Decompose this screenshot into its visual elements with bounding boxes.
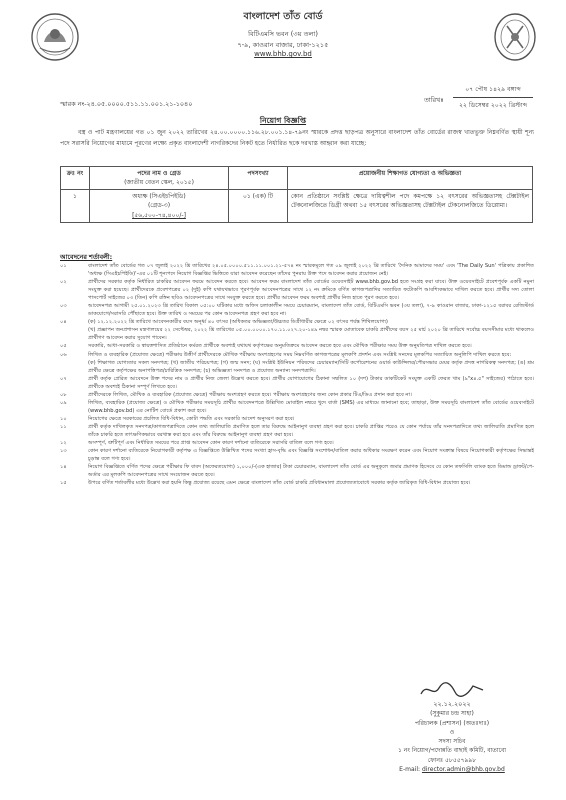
cell-serial: ১ [61,190,90,223]
date-label: তারিখঃ [424,96,444,104]
signatory-role: সদস্য সচিব [438,738,466,746]
condition-number: ০৩ [60,303,67,310]
condition-item [60,415,534,423]
condition-text: কোন কারণ দর্শানো ব্যতিরেকে নিয়োগকারী কর্তৃপক্ষ এ বিজ্ঞপ্তিতে উল্লিখিত পদের সংখ্যা হ্রাস-বৃদ্ধি এবং বিজ্ঞপ্তি সংশোধন/বাতিল করার অধিকার সংরক্ষণ করেন এবং নিয়োগ সংক্রান্ত বিষয়ে নিয়োগকারী কর্তৃপক্ষের সিদ্ধান্তই চূড়ান্ত বলে গণ্য হবে। [88,448,534,463]
condition-text: সরকারি, আধা-সরকারি ও স্বায়ত্তশাসিত প্রতিষ্ঠানে কর্মরত প্রার্থীকে অবশ্যই যথাযথ কর্তৃপক্ষের অনুমতিক্রমে আবেদন করতে হবে এবং মৌখিক পরীক্ষার সময় উক্ত অনুমতিপত্র দাখিল করতে হবে। [88,343,472,350]
cell-qualification: কোন প্রতিষ্ঠানে সংশ্লিষ্ট ক্ষেত্রে দায়িত্বশীল পদে কমপক্ষে ১২ বৎসরের অভিজ্ঞতাসহ টেক্সটাইল টেকনোলজিতে ডিগ্রী অথবা ১৫ বৎসরের অভিজ্ঞতাসহ টেক্সটাইল টেকনোলজিতে ডিপ্লোমা। [288,190,533,223]
conditions-list [60,262,534,487]
condition-item [60,399,534,415]
col-post-name [90,167,229,190]
condition-text: (ক) ১২.১২.২০২২ খ্রি তারিখে আবেদনকারীর বয়স অনূর্ধ্ব ৪০ বৎসর (অধিকতর অভিজ্ঞতা/উচ্চতর ডিগ্রীধারীর ক্ষেত্রে ০২ বৎসর পর্যন্ত শিথিলযোগ্য) [88,319,388,326]
col-serial: ক্রঃ নং [61,167,90,190]
condition-item [60,375,534,391]
conditions-title: আবেদনের শর্তাবলী: [60,253,113,261]
condition-item [60,351,534,359]
condition-text: লিখিত, ব্যবহারিক (প্রযোজ্য ক্ষেত্রে) ও মৌখিক পরীক্ষার সময়সূচি প্রার্থীর আবেদনপত্রে উল্লিখিত মোবাইল নম্বরে খুদে বার্তা (SMS) এর মাধ্যমে জানানো হবে; তাছাড়া, উক্ত সময়সূচি বাংলাদেশ তাঁত বোর্ডের ওয়েবসাইটে (www.bhb.gov.bd) এর নোটিশ বোর্ডে প্রকাশ করা হবে। [88,399,534,414]
condition-number: ০৯ [60,399,67,406]
address-line-building: বিটিএমসি ভবন (৩য় তলা) [248,30,318,38]
signatory-name: (সুকুমার চন্দ্র সাহা) [430,710,474,718]
table-header-row [61,167,533,190]
condition-text: প্রার্থীদের সরকার কর্তৃক নির্ধারিত চাকরির আবেদন ফরমে আবেদন করতে হবে। আবেদন ফরম বাংলাদেশ তাঁত বোর্ডের ওয়েবসাইট www.bhb.gov.bd হতে সংগ্রহ করা যাবে। উক্ত ওয়েবসাইটে প্রবেশপূর্বক একটি নমুনা সংযুক্ত করা হয়েছে। প্রার্থীদেরকে প্রবেশপত্রের ০২ (দুই) কপি যথাযথভাবে পূরণপূর্বক আবেদনপত্রের সাথে ১২ নং ক্রমিকে বর্ণিত কাগজপত্রাদির সত্যায়িত ফটোকপি আবশ্যিকভাবে দাখিল করতে হবে। প্রার্থীর সদ্য তোলা পাসপোর্ট সাইজের ০৩ (তিন) কপি রঙ্গিন ছবিও আবেদনপত্রের সাথে সংযুক্ত করতে হবে। প্রার্থীর আবেদন ফরম অবশ্যই প্রার্থীর নিজ হাতে পূরণ করতে হবে। [88,279,534,302]
condition-item [60,423,534,439]
cell-count: ০১ (এক) টি [229,190,288,223]
condition-number: ০৭ [60,375,67,382]
cell-scale: [৫৬,৫০০-৭৪,৪০০/-] [132,211,186,219]
email-link[interactable]: director.admin@bhb.gov.bd [421,766,505,774]
signatory-title: পরিচালক (প্রশাসন) (অতঃদাঃ) [414,719,490,727]
condition-number: ০৬ [60,351,67,358]
condition-item [60,262,534,278]
table-row [61,190,533,223]
condition-text: প্রার্থীদেরকে লিখিত, মৌখিক ও ব্যবহারিক (প্রযোজ্য ক্ষেত্রে) পরীক্ষায় অংশগ্রহণ করতে হবে। পরীক্ষায় অংশগ্রহণের জন্য কোন প্রকার টিএ/ডিএ প্রদান করা হবে না। [88,391,412,398]
condition-text: প্রার্থী কর্তৃক দাখিলকৃত সনদপত্র/কাগজপত্রাদিতে কোন তথ্য জালিয়াতি প্রমাণিত হলে তার বিরুদ্ধে আইনানুগ ব্যবস্থা গ্রহণ করা হবে। চাকরি প্রাপ্তির পরেও যে কোন পর্যায়ে তাঁর সনদপত্রাদিতে তথ্য জালিয়াতি প্রমাণিত হলে তাঁকে চাকরি হতে তাৎক্ষণিকভাবে বরখাস্ত করা হবে এবং তাঁর বিরুদ্ধে আইনানুগ ব্যবস্থা গ্রহণ করা হবে। [88,423,534,438]
condition-text: নিয়োগ বিজ্ঞপ্তিতে বর্ণিত পদের ক্ষেত্রে পরীক্ষার ফি বাবদ (অফেরতযোগ্য) ১,০০০/-(এক হাজার) টাকা চেয়ারম্যান, বাংলাদেশ তাঁত বোর্ড এর অনুকূলে জমার প্রমাণক হিসেবে যে কোন তফসিলি ব্যাংক হতে ডিমান্ড ড্রাফট/পে-অর্ডার এর মূলকপি আবেদনপত্রের সাথে সংযোজন করতে হবে। [88,464,534,479]
condition-text: উপরে বর্ণিত শর্তাবলীর মধ্যে উল্লেখ করা হয়নি কিন্তু প্রযোজ্য রয়েছে এমন ক্ষেত্রে বাংলাদেশ তাঁত বোর্ড চাকরি প্রবিধানমালা প্রযোজ্যতাবোধে সরকার কর্তৃক জারিকৃত বিধি-বিধান প্রযোজ্য হবে। [88,480,471,487]
condition-item [60,318,534,326]
post-table [60,166,533,223]
condition-text: (ক) শিক্ষাগত যোগ্যতার সকল সনদপত্র; (খ) জাতীয় পরিচয়পত্র; (গ) জন্ম সনদ; (ঘ) সংশ্লিষ্ট ইউনিয়ন পরিষদের চেয়ারম্যান/সিটি কর্পোরেশনের ওয়ার্ড কাউন্সিলর/পৌরসভার মেয়র কর্তৃক প্রদত্ত নাগরিকত্ব সনদপত্র; (ঙ) শ্রম প্রার্থীর ক্ষেত্রে কর্তৃপক্ষের অনাপত্তিপত্র/চারিত্রিক সনদপত্র; (চ) অভিজ্ঞতা সনদপত্র ও প্রযোজ্য অন্যান্য সনদপত্রাদি। [88,359,534,374]
col-qualification: প্রয়োজনীয় শিক্ষাগত যোগ্যতা ও অভিজ্ঞতা [288,167,533,190]
condition-number: ১৩ [60,448,67,455]
intro-paragraph: বস্ত্র ও পাট মন্ত্রণালয়ের গত ০১ জুন ২০২২ তারিখের ২৪.০০.০০০০.১১৬.২৮.০০১.১৪-৭৯নং স্মারকে প্রদত্ত ছাড়পত্র অনুসারে বাংলাদেশ তাঁত বোর্ডের রাজস্ব খাতভুক্ত নিম্নবর্ণিত স্থায়ী শূন্য পদে সরাসরি নিয়োগের মাধ্যমে পূরণের লক্ষ্যে প্রকৃত বাংলাদেশী নাগরিকদের নিকট হতে নির্ধারিত ছকে দরখাস্ত আহ্বান করা যাচ্ছে: [60,129,534,147]
date-bangla: ০৭ পৌষ ১৪২৯ বঙ্গাব্দ [453,84,533,98]
condition-item [60,302,534,318]
condition-text: অসম্পূর্ণ, ত্রুটিপূর্ণ এবং নির্ধারিত সময়ের পরে প্রাপ্ত আবেদন কোন কারণ দর্শানো ব্যতিরেকে সরাসরি বাতিল বলে গণ্য হবে। [88,440,334,447]
condition-number: ০৪ [60,319,67,326]
signatory-committee: ১ নং নিয়োগ/পদোন্নতি বাছাই কমিটি, বাতাবো [397,747,507,755]
condition-item [60,278,534,302]
signatory-email [367,765,537,774]
signatory-and: ও [449,728,455,736]
condition-item [60,391,534,399]
condition-number: ১২ [60,440,67,447]
cell-post-name: অধ্যক্ষ (সিএইচপিইডি) [132,193,186,200]
condition-number: ০৫ [60,343,67,350]
condition-number: ০১ [60,263,67,269]
condition-text: প্রার্থী কর্তৃক প্রেরিত আবেদনে উক্ত পদের নাম ও প্রার্থীর নিজ জেলা উল্লেখ করতে হবে। প্রার্থীর যোগাযোগের ঠিকানা সম্বলিত ১০ (দশ) টাকার ডাকটিকেট সংযুক্ত একটি ফেরত খাম (৯"x৪.৫" সাইজের) পাঠাতে হবে। প্রার্থীকে অবশ্যই ঠিকানা সম্পূর্ণ লিখতে হবে। [88,375,534,390]
signature-block [367,680,537,774]
address-line-street: ৭-৯, কাওরান বাজার, ঢাকা-১২১৫ [237,41,329,49]
condition-item [60,463,534,479]
col-post-name-label: পদের নাম ও গ্রেড [137,170,181,177]
website-link[interactable]: www.bhb.gov.bd [254,50,312,58]
condition-number: ০৮ [60,391,67,398]
email-label: E-mail: [399,766,421,774]
condition-item [60,359,534,375]
organization-title: বাংলাদেশ তাঁত বোর্ড [243,11,323,22]
condition-item [60,447,534,463]
condition-number: ১৪ [60,464,67,471]
condition-item [60,342,534,350]
condition-number: ১৫ [60,480,67,487]
condition-number: ১১ [60,423,67,430]
cell-post [90,190,229,223]
condition-text: নিয়োগের ক্ষেত্রে সরকারের প্রচলিত বিধি-বিধান, কোটা পদ্ধতি এবং সরকারি আদেশ অনুসরণ করা হবে। [88,415,295,422]
signature-date: ২২.১২.২০২২ [433,700,471,708]
memo-number: স্মারক নং-২৪.০৫.০০০০.৫১১.১১.০০১.২১-১০৪০ [60,100,193,108]
col-pay-scale-label: (জাতীয় বেতন স্কেল, ২০১৫) [124,179,194,186]
handwritten-signature-icon [417,680,487,700]
condition-text: বাংলাদেশ তাঁত বোর্ডের গত ০৭ জুলাই ২০২২ খ্রি তারিখের ২৪.০৫.০০০০.৫১১.১১.০০১.২১-৫৭৪ নং স্মারকমূলে গত ০৯ জুলাই ২০২২ খ্রি তারিখে 'দৈনিক আমাদের সময়' এবং 'The Daily Sun' পত্রিকায় প্রকাশিত 'অধ্যক্ষ (সিএইচপিইডি)'-এর ০১টি শূন্যপদে নিয়োগ বিজ্ঞপ্তির ভিত্তিতে যারা আবেদন করেছেন তাঁদের পুনরায় উক্ত পদে আবেদন করার প্রয়োজন নেই। [88,263,534,278]
cell-grade: (গ্রেড-৩) [147,202,171,210]
notice-title: নিয়োগ বিজ্ঞপ্তি [259,116,307,125]
condition-item [60,439,534,447]
signatory-phone: ফোনঃ ৫৮৫৫৭৯৯৮ [427,756,477,764]
condition-item [60,326,534,342]
date-block [453,84,533,111]
condition-number: ১০ [60,415,67,422]
condition-text: আবেদনপত্র আগামী ২৫.০১.২০২৩ খ্রি তারিখ বিকাল ০৫:০০ ঘটিকার মধ্যে অফিস চলাকালীন সময়ে চেয়ারম্যান, বাংলাদেশ তাঁত বোর্ড, বিটিএমসি ভবন (৩য় তলা), ৭-৯ কাওরান বাজার, ঢাকা-১২১৫ বরাবর রেজিস্টার্ড ডাকযোগে/সরাসরি পৌঁছাতে হবে। উক্ত তারিখ ও সময়ের পর কোন আবেদনপত্র গ্রহণ করা হবে না। [88,303,534,318]
col-post-count: পদসংখ্যা [229,167,288,190]
condition-number: ০২ [60,279,67,286]
date-gregorian: ২২ ডিসেম্বর ২০২২ খ্রিস্টাব্দ [458,102,528,109]
condition-text: (খ) প্রজ্ঞাপন জনপ্রশাসন মন্ত্রণালয়ের ২২ সেপ্টেম্বর, ২০২২ খ্রি তারিখের ০৫.০০.০০০০.১৭০.১১.০২৭.২০-১৪৯ নম্বর স্মারক মোতাবেক চাকরি প্রার্থীদের বয়স ২৫ মার্চ ২০২০ খ্রি তারিখে সর্বোচ্চ বয়সসীমার মধ্যে থাকলেও প্রার্থীগণ আবেদন করার সুযোগ পাবেন। [88,327,534,342]
condition-item [60,479,534,487]
condition-text: লিখিত ও ব্যবহারিক (প্রযোজ্য ক্ষেত্রে) পরীক্ষায় উত্তীর্ণ প্রার্থীদেরকে মৌখিক পরীক্ষায় অংশগ্রহণের সময় নিম্নবর্ণিত কাগজপত্রের মূলকপি প্রদর্শন এবং সংশ্লিষ্ট সনদের মূলকপির সত্যায়িত অনুলিপি দাখিল করতে হবে: [88,351,512,358]
